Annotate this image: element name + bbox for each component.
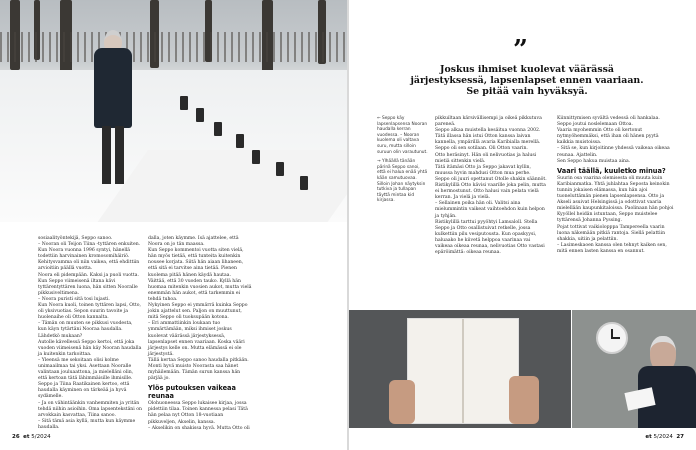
paragraph: Kun Seppo viimeisenä iltana kävi tyttärentyttären luona, hän sitten Nooralle pikkusiveltimena. (38, 278, 138, 296)
paragraph: Sen Seppo hakua muistaa aina. (557, 158, 631, 164)
paragraph: sosiaalityöntekijä, Seppo sanoo. (38, 236, 113, 241)
paragraph: – Nooran oli Teijon Tiina -tyttären enkuiten. Kun Noora vuonna 1996 syntyi, hänellä todettiin harvinainen kromosomihäiriö. Kehitysvamma oli niin vaikea, että ehdittiin arvioitiin päällä vuotta. (38, 242, 141, 272)
paragraph: Noora eli pidempään. Kaksi ja puoli vuotta. (38, 272, 139, 278)
subheading: Ylös putouksen vaikeaa reunaa (148, 384, 236, 401)
left-column-2 (148, 236, 252, 432)
paragraph: Seppo oli juuri opettanut Otolle shakin säännöt. Ristikylillä Otto kävisi vaarille joka pelin, mutta ei hermostunut. Otto halusi vain pelata vielä kerran. Ja vielä ja vielä. (435, 176, 547, 201)
paragraph: dalla, joten käymme. Isä ajattelee, että Noora on jo tän maassa. (148, 236, 239, 248)
caption: ← Seppo käy lapsenlapsensa Nooran haudalla kerran vuodessa. – Nooran kuolema oli valtava suru, mutta silloin suruun olin varautunut. (377, 116, 428, 155)
cemetery-winter-photo (0, 0, 347, 222)
paragraph: – Yleensä me sekoitaan olisi kolme unimaailmaa tai yksi. Asettaan Nooralle valintaan jouluaattona, ja mielelläni olin, että kertoan tätä lähimmäisille ihmisille. (38, 357, 134, 382)
paragraph: Väittää, että 30 vuoden tauko. Kyllä hän huomaa mitenkin vuosien aukot, mutta vielä enemmän hän aukot, että tarkemmin ei tehdä tuhoa. (148, 278, 252, 302)
left-page (0, 0, 347, 450)
paragraph: Otto heräsinyt. Hän oli nelivuotias ja halusi mietiä sittenkin vielä. (435, 152, 537, 164)
quote-mark-icon: ” (513, 35, 528, 65)
paragraph: – Ja on vähintäänkin vanhemmiten ja yritän tehdä niihin asioihin. Oma lapsentekstäni on arvokkain kasvattaa, Tiina sanoo. (38, 400, 142, 418)
paragraph: – Akselikin on shakissa hyvä. Mutta Otto oli (148, 425, 250, 431)
paragraph: Pojat tottivat vaikiolopppa Tampereella vaarin luona näkemään pitkiä rantoja. Siellä pelattiin shakkia, uitiin ja pelattiin. (557, 224, 666, 242)
paragraph: Kiinnittymisen syvältä vedessä oli hankalaa. Seppo joutui noslelemaan Ottoa. (557, 116, 660, 128)
paragraph: Tällä kertaa Seppo sanoo haudalla pitkään. Monti hyvä muisto Noorasta saa hänet myhäilemään. Tämän surun kanssa hän pärjää jo. (148, 357, 249, 382)
man-reading-figure (634, 332, 696, 428)
handwritten-book-photo (349, 310, 571, 428)
paragraph: Seppo oli sen sotilaan. Oli Otton vaarin. (435, 146, 528, 152)
man-reading-photo (572, 310, 696, 428)
man-standing-figure (90, 30, 134, 190)
paragraph: Tätä itämäsi Otto ja Seppo jakavat kyllin, muussa hyvin mahdusi Otton mua perhe. (435, 164, 531, 176)
paragraph: pikkuiltaan kärsivällisempi ja oikeä pikkutuva pareneä. (435, 116, 542, 128)
paragraph: Kun Seppo kommentoi vuotta siten vielä, hän myös tietää, että tunteita kuitenkin nousee korjata. Siitä hän aiaan lihaneen, että sitä ei tarvitse aina tietää. Pienen kuolema pitää hänen käydä hautaa. (148, 248, 244, 278)
paragraph: Kun Noora kuoli, toinen tyttären lapsi, Otto, oli yksivuotias. Sepon suurin tavoite ja huolenaihe oli Otton kannalta. (38, 303, 141, 321)
right-column-2 (557, 116, 675, 255)
paragraph: – Eri ammattiinkin loukaan tuo ymmärtämään, miksi ihmiset joskus kuolevat väärässä järjestyksessä, lapsenlapset ennen vaariaan. Koska vääri järjestys kelle on. Mutta elämässä ei ole järjestystä. (148, 321, 245, 357)
wall-clock-icon (596, 322, 628, 354)
paragraph: Olohuoneessa Seppo lukaisee kirjaa, jossa pidettiin tilaa. Toinen kannessa pelasi Tätä hän pelaa nyt Otton 18-vuotiaan pikkuveljen, Akselin, kanssa. (148, 401, 248, 425)
paragraph: – Sellainen poika hän oli. Valitsi aina mielummintin vaikeat vaihtoehdon kuin helpon ja tyhjän. (435, 201, 545, 219)
open-book-image (407, 318, 519, 424)
issue-number: 5/2024 (653, 434, 673, 440)
paragraph: – Sitä se, kun kirjoitinne yhdessä vaikeaa oikeaa reunaa. Ajattelin. (557, 146, 670, 158)
paragraph: Vaaria myohemmin Otto oli kertonut nytmyöhemmäksi, että ihan oli hänen pyytä kaikkia muistoissa. (557, 128, 659, 146)
magazine-name: et (23, 434, 30, 440)
magazine-name: et (645, 434, 652, 440)
paragraph: Ristikylillä tarttui pyyöhtyi Lamsaloll. Stella Seppo ja Otto osallistuivat retkelle, jossa kulkettiin pilu vesiputousta. Kun opaskyysi, haluaako he kiivetä helppoa vaarinaa vai vaikeaa oikeaa reunaa, nelivuotias Otto vastasi epäröimättä: oikeaa reunaa. (435, 219, 545, 256)
page-number: 27 (676, 434, 684, 440)
right-page (349, 0, 696, 450)
paragraph: – Noora puristi sitä tosi lujasti. (38, 296, 110, 302)
left-column-1 (38, 236, 142, 431)
pull-quote: Joskus ihmiset kuolevat väärässä järjestyksessä, lapsenlapset ennen vaariaan. Se pitää vain hyväksyä. (410, 64, 644, 97)
subheading: Vaari täällä, kuuletko minua? (557, 166, 666, 175)
paragraph: Nykyinen Seppo ei ymmärrä kuinka Seppo jokin ajattelut sen. Paljon on muuttunut, mitä Seppo oli tuoksupään kotona. (148, 303, 248, 321)
paragraph: – Sitä tämä asia kyllä, mutta kun käymme haudalla. (38, 418, 136, 430)
paragraph: Seppo alkaa muistella kesäitua vuonna 2002. Tätä illassa hän istui Otton kanssa laivan kannella, ympärillä avaria Karibialla merellä. (435, 128, 541, 146)
right-column-1 (435, 116, 547, 256)
paragraph: Seppo ja Tiina Raatikainen kertoo, että haudalla käyminen on tärkeää ja hyvä sydämelle. (38, 382, 130, 400)
caption: → Ylhäällä tänään pärinä Seppo sanoi, että ei halua enää yhtä kään samutuovaa. Silloin Johan näytyksin tutkiva ja tullapan täyttä mintaa kid kirjassa. (377, 159, 428, 204)
photo-captions (377, 116, 429, 208)
issue-number: 5/2024 (31, 434, 51, 440)
paragraph: – Tämän on muuten se pikkusi vuodesta, kun käyn tytärtäni Nooraa haudalla. Lähdetkö mukaan? (38, 321, 133, 339)
right-folio (645, 434, 684, 440)
paragraph: Autolle kävellessä Seppo kertoi, että joka vuoden viimeisenä hän käy Nooran haudalla ja kuitenkin tarkoittaa. (38, 339, 142, 357)
paragraph: Suurin osa vaarina olemisesta oli muuta kuin Karibianmatka. Yhtä juhlahtaa Seposta keinokin tunnin jokaisen elämassa, kun hän ajoi tuoneluttämän pienen lapsenlapsensa. Otto ja Akseli asuivat Helsingissä ja odottivat vaaria mielellään kaupunkitaloissa. Paolinaan hän pohjoi Kyyöllel heidän istuntaan, Seppo muistelee tyttärensä Johanna Pyssing. (557, 175, 674, 224)
left-folio (12, 434, 51, 440)
page-number: 26 (12, 434, 20, 440)
paragraph: – Lasimeskaoen kanssa olen tehnyt kaiken sen, mitä ennen lasten kanssa en osannut. (557, 242, 667, 254)
